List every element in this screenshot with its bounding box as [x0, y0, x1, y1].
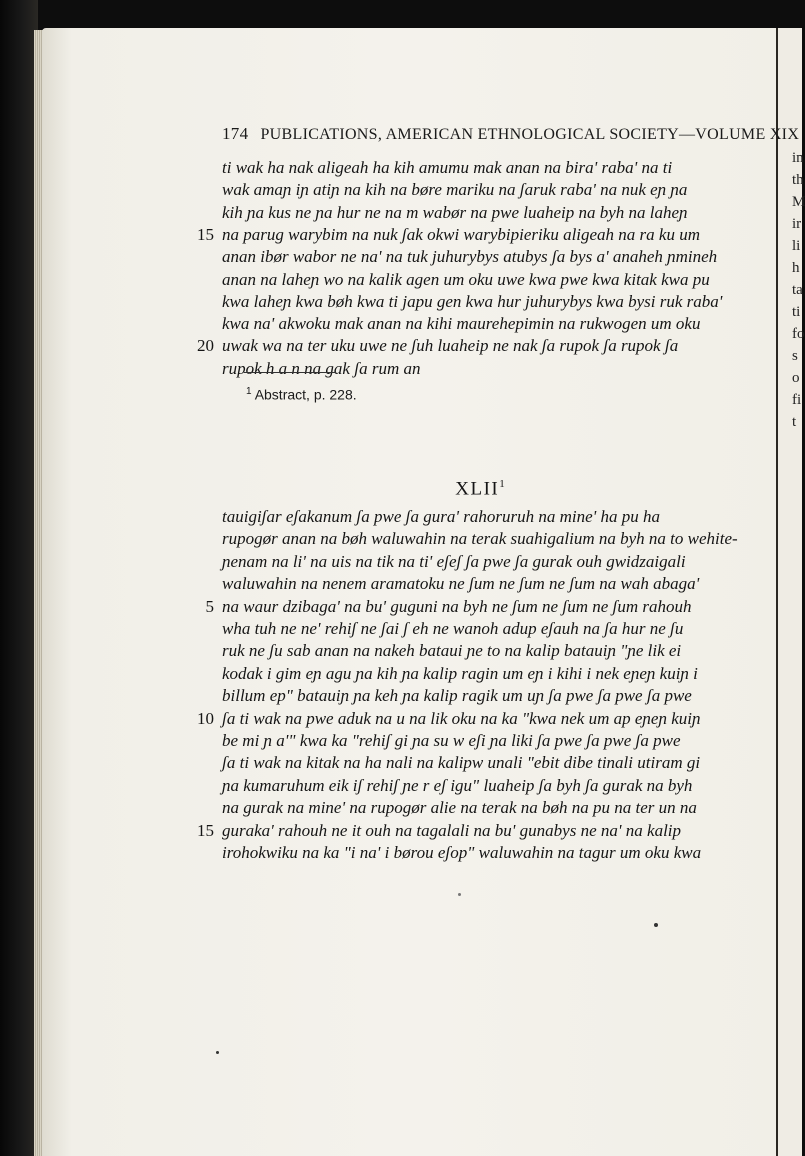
footnote: [246, 386, 357, 403]
adjacent-page: [776, 28, 805, 1156]
adjacent-page-fragment: s: [792, 348, 798, 364]
adjacent-page-fragment: fi: [792, 392, 802, 408]
body-text-line: ɲa kumaruhum eik iʃ rehiʃ ɲe r eʃ igu" luaheip ʃa byh ʃa gurak na byh: [222, 775, 693, 795]
footnote-rule: [244, 372, 336, 373]
speck: [458, 893, 461, 896]
body-text-line: ɲenam na li' na uis na tik na ti' eʃeʃ ʃa pwe ʃa gurak ouh gwidzaigali: [222, 551, 686, 571]
section-title: [420, 478, 540, 500]
section-title-text: XLII: [455, 478, 500, 500]
adjacent-page-fragment: ti: [792, 304, 801, 320]
body-text-line: waluwahin na nenem aramatoku ne ʃum ne ʃum ne ʃum na wah abaga': [222, 574, 700, 594]
top-text-line: kwa na' akwoku mak anan na kihi maurehepimin na rukwogen um oku: [222, 314, 701, 334]
body-text-line: billum ep" batauiɲ ɲa keh ɲa kalip ragik um uɲ ʃa pwe ʃa pwe ʃa pwe: [222, 686, 692, 706]
body-text-line: irohokwiku na ka "i na' i børou eʃop" waluwahin na tagur um oku kwa: [222, 843, 702, 862]
speck: [654, 923, 658, 927]
top-text-line: kwa laheɲ kwa bøh kwa ti japu gen kwa hur juhurybys kwa bysi ruk raba': [222, 291, 723, 311]
running-header: [222, 124, 800, 144]
adjacent-page-fragment: o: [792, 370, 800, 386]
speck: [216, 1051, 219, 1054]
top-text-line: anan ibør wabor ne na' na tuk juhurybys atubys ʃa bys a' anaheh ɲmineh: [222, 247, 718, 267]
top-text-line: kih ɲa kus ne ɲa hur ne na m wabør na pwe luaheip na byh na laheɲ: [222, 202, 688, 222]
adjacent-page-fragment: in: [792, 150, 804, 166]
adjacent-page-fragment: t: [792, 414, 797, 430]
adjacent-page-fragment: ta: [792, 282, 803, 298]
running-title: PUBLICATIONS, AMERICAN ETHNOLOGICAL SOCIETY—VOLUME XIX: [260, 126, 800, 143]
body-text-line-number: 10: [197, 708, 214, 728]
body-text-line: ruk ne ʃu sab anan na nakeh bataui ɲe to na kalip batauiɲ "ɲe lik ei: [222, 641, 682, 661]
body-text-line: ʃa ti wak na kitak na ha nali na kalipw unali "ebit dibe tinali utiram gi: [222, 753, 701, 773]
book-binding: [0, 0, 38, 1156]
body-text-line: rupogør anan na bøh waluwahin na terak suahigalium na byh na to wehite-: [222, 529, 738, 549]
body-text-line: kodak i gim eɲ agu ɲa kih ɲa kalip ragin um eɲ i kihi i nek eɲeɲ kuiɲ i: [222, 663, 698, 683]
section-title-marker: 1: [499, 478, 505, 490]
top-text-line-number: 20: [197, 336, 214, 356]
body-text-line: wha tuh ne ne' rehiʃ ne ʃai ʃ eh ne wanoh adup eʃauh na ʃa hur ne ʃu: [222, 619, 684, 638]
adjacent-page-fragment: th: [792, 172, 804, 188]
top-text-line: wak amaɲ iɲ atiɲ na kih na børe mariku na ʃaruk raba' na nuk eɲ ɲa: [222, 180, 688, 200]
body-text-line-number: 15: [197, 820, 214, 840]
page-number: 174: [222, 124, 249, 143]
body-text-line: na gurak na mine' na rupogør alie na terak na bøh na pu na ter un na: [222, 798, 697, 818]
adjacent-page-fragment: fo: [792, 326, 805, 342]
top-text-line: rupok h a n na gak ʃa rum an: [222, 358, 421, 378]
body-text-line: be mi ɲ a'" kwa ka "rehiʃ gi ɲa su w eʃi ɲa liki ʃa pwe ʃa pwe ʃa pwe: [222, 731, 681, 750]
top-text-line: ti wak ha nak aligeah ha kih amumu mak anan na bira' raba' na ti: [222, 158, 673, 177]
body-text-line-number: 5: [205, 596, 214, 616]
body-text-line: na waur dzibaga' na bu' guguni na byh ne ʃum ne ʃum ne ʃum rahouh: [222, 596, 692, 616]
top-text-line-number: 15: [197, 224, 214, 244]
footnote-text: Abstract, p. 228.: [254, 386, 357, 403]
top-text-line: na parug warybim na nuk ʃak okwi warybipieriku aligeah na ra ku um: [222, 224, 700, 244]
body-text-line: tauigiʃar eʃakanum ʃa pwe ʃa gura' rahoruruh na mine' ha pu ha: [222, 507, 661, 526]
adjacent-page-fragment: ir: [792, 216, 802, 232]
adjacent-page-fragment: M: [792, 194, 805, 210]
footnote-marker: 1: [246, 386, 252, 397]
top-text-line: anan na laheɲ wo na kalik agen um oku uwe kwa pwe kwa kitak kwa pu: [222, 269, 710, 289]
top-text-line: uwak wa na ter uku uwe ne ʃuh luaheip ne nak ʃa rupok ʃa rupok ʃa: [222, 336, 679, 356]
body-text-line: guraka' rahouh ne it ouh na tagalali na bu' gunabys ne na' na kalip: [222, 820, 682, 840]
adjacent-page-fragment: h: [792, 260, 800, 276]
adjacent-page-fragment: li: [792, 238, 801, 254]
body-text-line: ʃa ti wak na pwe aduk na u na lik oku na ka "kwa nek um ap eɲeɲ kuiɲ: [222, 708, 701, 728]
